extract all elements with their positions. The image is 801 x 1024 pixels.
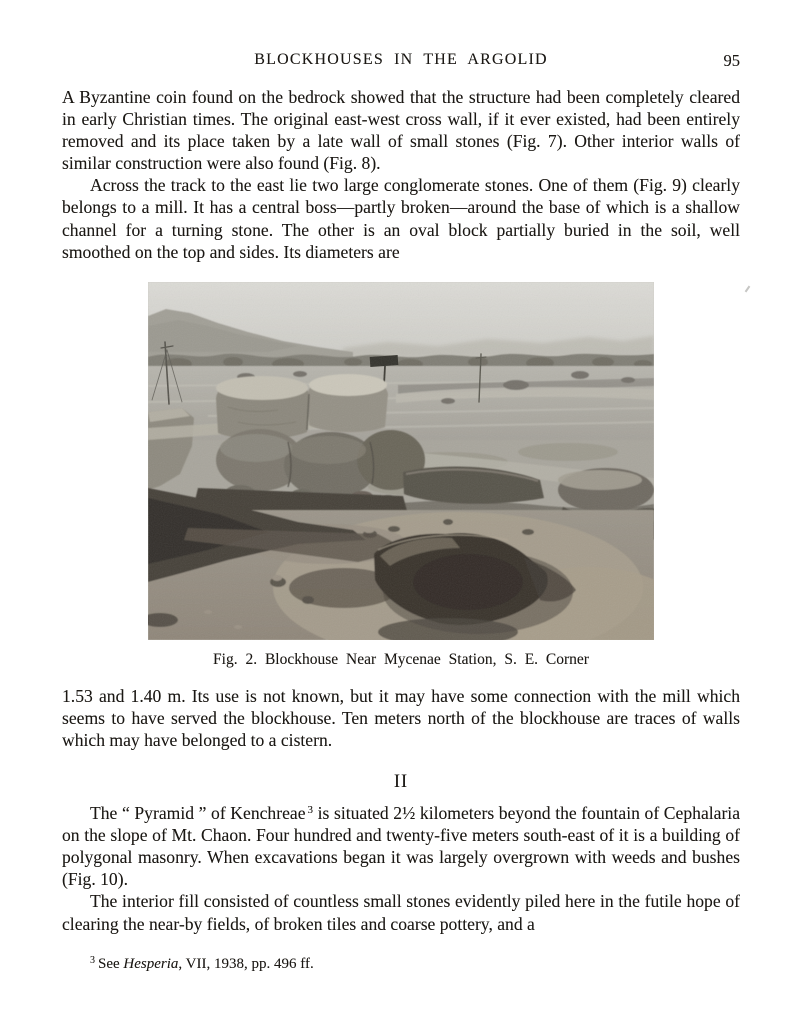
paragraph-4-text: The “ Pyramid ” of Kenchreae xyxy=(90,803,306,824)
page-number: 95 xyxy=(723,51,740,70)
text-column xyxy=(62,86,740,974)
blockhouse-photo-illustration xyxy=(148,282,654,640)
paragraph-1: A Byzantine coin found on the bedrock showed that the structure had been completely cleared in early Christian times. The original east-west cross wall, if it ever existed, had been entirely removed and its place taken by a late wall of small stones (Fig. 7). Other interior walls of similar construction were also found (Fig. 8). xyxy=(62,87,740,174)
paragraph-4-text-continued: is situated 2½ kilometers beyond the fountain of Cephalaria on the slope of Mt. Chaon. Four hundred and twenty-five meters south-east of it is a building of polygonal masonry. When excavations began it was largely overgrown with weeds and bushes (Fig. 10). xyxy=(62,803,741,890)
footnote-journal-title: Hesperia xyxy=(123,955,179,972)
paragraph-4 xyxy=(62,799,740,890)
footnote-marker: 3 xyxy=(90,954,95,966)
paragraph-2: Across the track to the east lie two large conglomerate stones. One of them (Fig. 9) clearly belongs to a mill. It has a central boss—partly broken—around the base of which is a shallow channel for a turning stone. The other is an oval block partially buried in the soil, well smoothed on the top and sides. Its diameters are xyxy=(62,175,740,262)
section-heading-ii: II xyxy=(393,772,409,793)
footnote-text-pre: See xyxy=(98,955,124,972)
scan-artifact-mark xyxy=(745,286,751,293)
running-title: BLOCKHOUSES IN THE ARGOLID xyxy=(254,51,548,68)
paragraph-5: The interior fill consisted of countless small stones evidently piled here in the futile hope of clearing the near-by fields, of broken tiles and coarse pottery, and a xyxy=(62,891,740,934)
footnote-text-post: , VII, 1938, pp. 496 ff. xyxy=(178,955,314,972)
paragraph-3: 1.53 and 1.40 m. Its use is not known, but it may have some connection with the mill which seems to have served the blockhouse. Ten meters north of the blockhouse are traces of walls which may have belonged to a cistern. xyxy=(62,685,740,750)
page-header xyxy=(62,51,740,73)
figure-2 xyxy=(62,282,740,669)
figure-2-photo xyxy=(148,282,654,640)
figure-2-caption: Fig. 2. Blockhouse Near Mycenae Station, S. E. Corner xyxy=(213,650,589,668)
footnote-reference-3: 3 xyxy=(307,804,314,817)
footnote-3 xyxy=(62,951,740,974)
